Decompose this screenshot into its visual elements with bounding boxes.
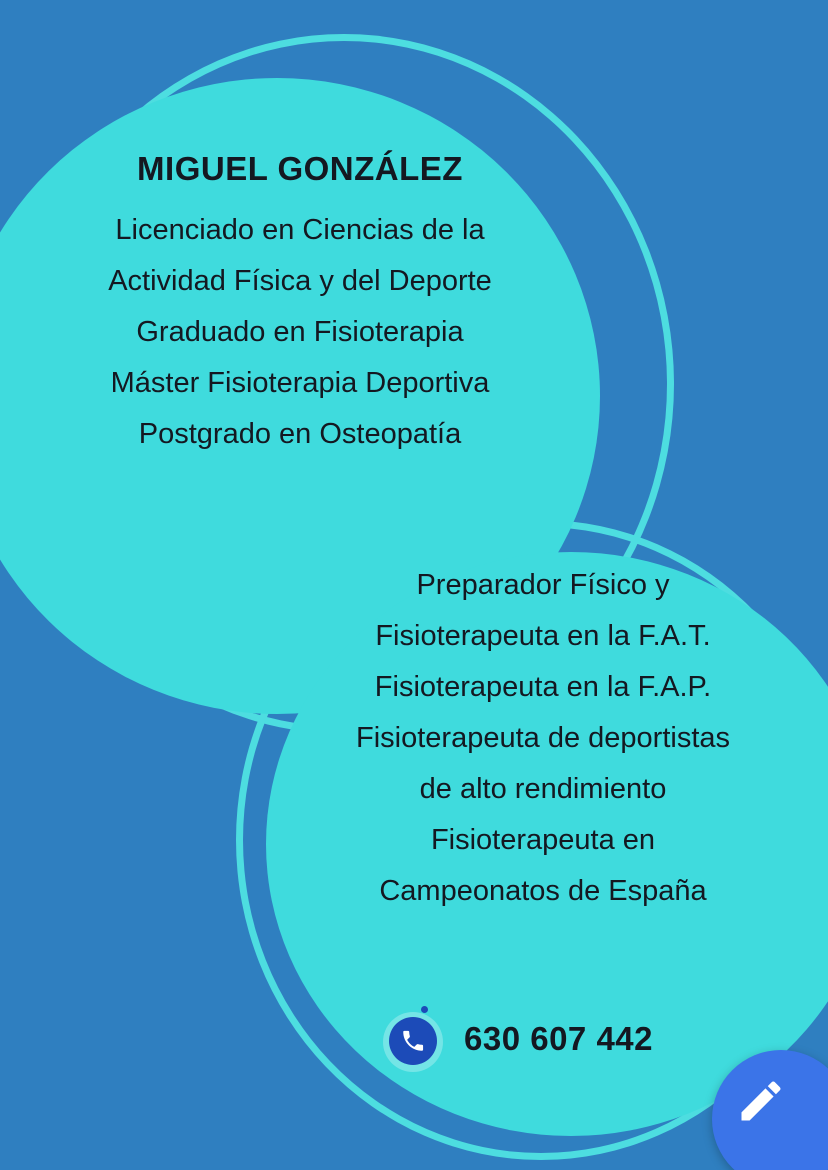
credential-line: Licenciado en Ciencias de la xyxy=(115,214,485,247)
credential-line: Fisioterapeuta en la F.A.T. xyxy=(375,620,711,652)
credential-line: Fisioterapeuta de deportistas xyxy=(356,722,730,754)
credential-line: Campeonatos de España xyxy=(379,875,707,907)
credential-line: Fisioterapeuta en xyxy=(430,824,656,856)
credential-line: Preparador Físico y xyxy=(416,569,670,601)
credential-line: Actividad Física y del Deporte xyxy=(108,265,492,298)
phone-number[interactable]: 630 607 442 xyxy=(464,1020,654,1057)
credential-line: Máster Fisioterapia Deportiva xyxy=(110,367,490,400)
credential-line: Postgrado en Osteopatía xyxy=(138,418,462,451)
phone-icon-dot xyxy=(421,1006,428,1013)
credentials-bottom-block xyxy=(258,560,828,917)
person-name: MIGUEL GONZÁLEZ xyxy=(137,150,463,187)
phone-icon-circle xyxy=(389,1017,437,1065)
phone-icon xyxy=(380,1006,446,1072)
edit-pencil-icon xyxy=(735,1075,787,1127)
contact-phone-row[interactable] xyxy=(380,1006,780,1072)
credential-line: Graduado en Fisioterapia xyxy=(136,316,464,349)
credential-line: de alto rendimiento xyxy=(419,773,667,805)
credentials-top-block xyxy=(6,148,594,460)
credential-line: Fisioterapeuta en la F.A.P. xyxy=(374,671,712,703)
